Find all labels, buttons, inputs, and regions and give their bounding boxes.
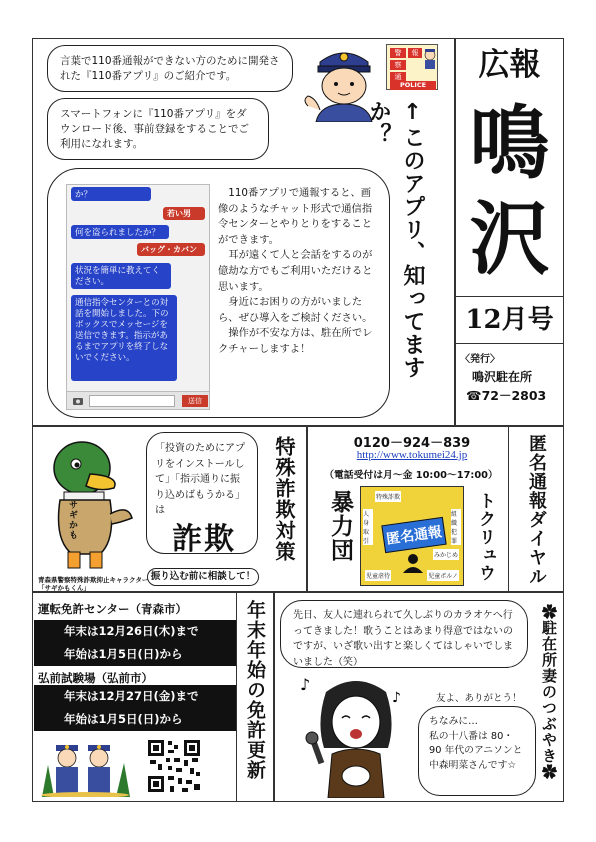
chat-msg-1: か？ xyxy=(71,187,151,201)
app-screenshot xyxy=(66,184,210,410)
tokumei-hours: （電話受付は月～金 10:00～17:00） xyxy=(324,470,498,481)
poster-label-3: 児童虐待 xyxy=(365,570,391,581)
center2-line1: 年末は12月27日(金)まで xyxy=(34,685,236,708)
essay-vertical-title: ✿駐在所妻のつぶやき✿ xyxy=(540,604,558,780)
fraud-bubble-text: 「投資のためにアプリをインストールして」「指示通りに振り込めばもうかる」は xyxy=(155,443,245,516)
center1-line2: 年始は1月5日(日)から xyxy=(34,643,236,666)
chat-input-bar xyxy=(67,391,210,409)
download-text: スマートフォンに『110番アプリ』をダウンロード後、事前登録をすることでご利用になれます。 xyxy=(60,108,249,150)
center2-name: 弘前試験場（弘前市） xyxy=(38,671,153,685)
masthead-koho: 広報 xyxy=(478,47,541,83)
intro-bubble xyxy=(47,45,293,92)
essay-thanks: 友よ、ありがとう！ xyxy=(436,693,522,704)
publisher-phone: ☎72－2803 xyxy=(466,388,547,403)
essay-aside-bubble xyxy=(418,706,536,796)
poster-label-2: 組織犯罪 xyxy=(451,509,461,545)
center1-line1: 年末は12月26日(木)まで xyxy=(34,620,236,643)
publisher-label: 〈発行〉 xyxy=(460,354,500,365)
police-badge xyxy=(386,44,438,90)
poster-title: 匿名通報 xyxy=(381,517,446,553)
intro-text: 言葉で110番通報ができない方のために開発された『110番アプリ』のご紹介です。 xyxy=(60,55,280,82)
mascot-sash-label: サギかも xyxy=(67,500,77,540)
essay-aside-text: ちなみに… 私の十八番は 80・90 年代のアニソンと中森明菜さんです☆ xyxy=(429,716,523,771)
chat-msg-4: 通信指令センターとの対話を開始しました。下のボックスでメッセージを送信できます。指示があるまでアプリを終了しないでください。 xyxy=(71,295,177,381)
chat-msg-3: 状況を簡単に教えてください。 xyxy=(71,263,171,289)
svg-text:♪: ♪ xyxy=(392,690,401,706)
chat-reply-1: 若い男 xyxy=(163,207,205,220)
poster-label-5: 児童ポルノ xyxy=(427,570,459,581)
tokumei-left-vertical: 暴力団 xyxy=(327,490,354,562)
poster-label-4: みかじめ xyxy=(433,549,459,560)
poster-label-0: 特殊詐欺 xyxy=(375,491,401,502)
fraud-emphasis: 詐欺 xyxy=(172,522,236,557)
center1-schedule xyxy=(34,620,236,666)
mini-officer-icon xyxy=(423,47,437,69)
svg-text:♪: ♪ xyxy=(300,675,311,694)
masthead-title-1: 鳴 xyxy=(469,96,550,190)
app-description: 110番アプリで通報すると、画像のようなチャット形式で通信指令センターとやりとりをすることができます。 耳が遠くて人と会話をするのが億劫な方でもご利用いただけると思います。 身近にお困りの方がいましたら、ぜひ導入をご検討ください。 操作が不安な方は、駐在所でレクチャーしますよ！ xyxy=(218,187,373,355)
chat-send-button[interactable]: 送信 xyxy=(182,395,208,407)
tokumei-phone: 0120－924－839 xyxy=(353,436,471,451)
officers-illustration xyxy=(38,735,132,797)
badge-police-label: POLICE xyxy=(390,81,436,90)
karaoke-woman-illustration xyxy=(296,672,414,798)
chat-msg-2: 何を盗られましたか？ xyxy=(71,225,169,239)
mascot-caption: 青森県警察特殊詐欺抑止キャラクター「サギかもくん」 xyxy=(38,576,149,592)
sagikamo-mascot xyxy=(40,430,140,572)
publisher-name: 鳴沢駐在所 xyxy=(472,370,533,384)
masthead-title-2: 沢 xyxy=(469,192,550,286)
tokumei-side-title: 匿名通報ダイヤル xyxy=(526,434,547,586)
poster-label-1: 人身取引 xyxy=(363,509,373,545)
fraud-vertical-title: 特殊詐欺対策 xyxy=(272,436,296,562)
license-vertical-title: 年末年始の免許更新 xyxy=(244,600,266,780)
badge-char-4: 報 xyxy=(408,48,422,58)
essay-bubble xyxy=(280,600,528,668)
qr-code[interactable] xyxy=(146,738,202,794)
essay-bubble-text: 先日、友人に連れられて久しぶりのカラオケへ行ってきました！歌うことはあまり得意ではないのですが、いざ歌い出すと楽しくてはしゃいでしまいました（笑） xyxy=(293,610,513,668)
download-bubble xyxy=(47,98,269,160)
chat-text-input[interactable] xyxy=(89,395,175,407)
app-vertical-headline: ↑このアプリ、知ってますか？ xyxy=(366,100,425,379)
center2-schedule xyxy=(34,685,236,731)
chat-reply-2: バッグ・カバン xyxy=(137,243,205,256)
tokumei-poster xyxy=(360,486,464,586)
center1-name: 運転免許センター（青森市） xyxy=(38,602,188,616)
issue-label: 12月号 xyxy=(465,305,554,335)
silhouette-icon xyxy=(401,553,425,573)
badge-char-2: 察 xyxy=(390,60,406,70)
badge-char-3: 通 xyxy=(390,72,406,82)
center2-line2: 年始は1月5日(日)から xyxy=(34,708,236,731)
badge-char-1: 警 xyxy=(390,48,406,58)
camera-icon[interactable] xyxy=(72,396,84,406)
tokumei-right-vertical: トクリュウ xyxy=(475,492,495,582)
fraud-advice: 振り込む前に相談して！ xyxy=(147,568,259,586)
tokumei-url[interactable]: http://www.tokumei24.jp xyxy=(356,449,468,461)
